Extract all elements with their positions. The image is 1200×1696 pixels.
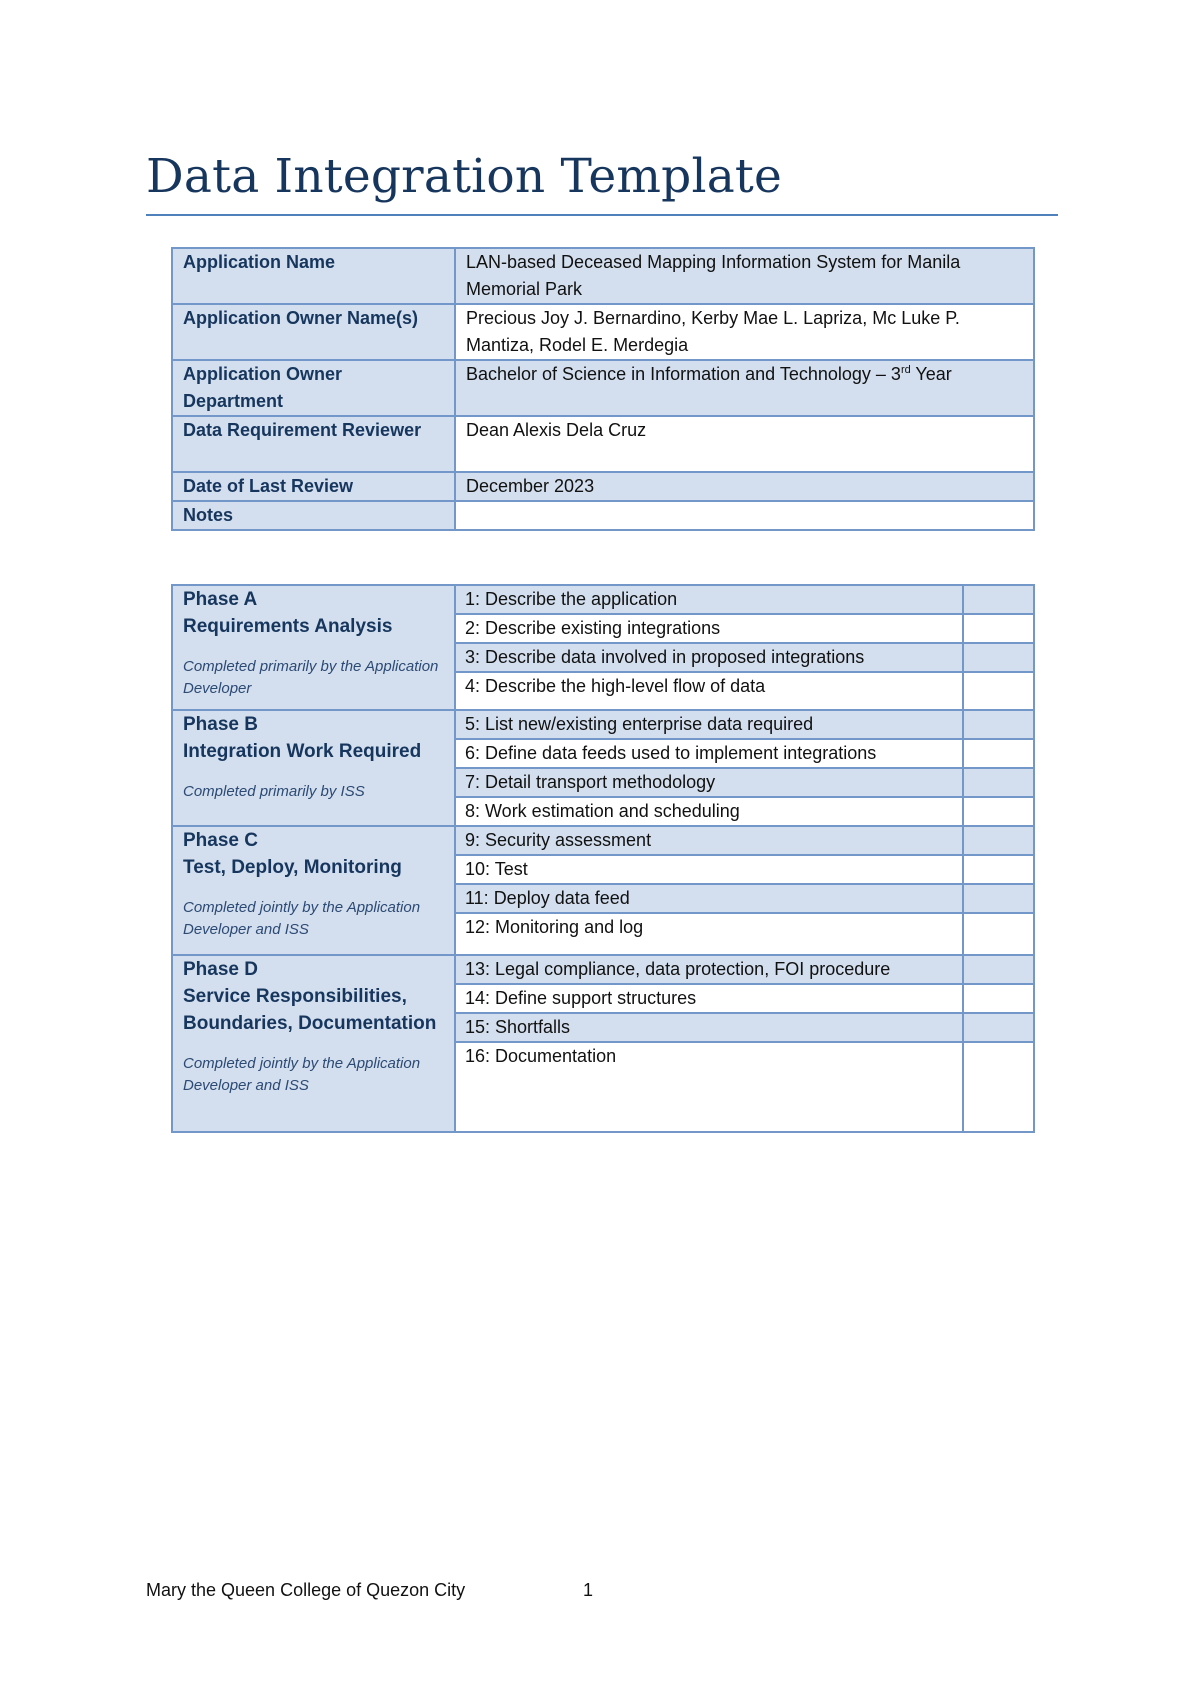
info-row-application-name [172, 248, 1034, 304]
page-title: Data Integration Template [146, 149, 783, 204]
footer-institution: Mary the Queen College of Quezon City [146, 1580, 466, 1600]
task-7: 7: Detail transport methodology [455, 768, 963, 797]
task-6-checkbox[interactable] [963, 739, 1034, 768]
task-row [172, 955, 1034, 984]
info-row-reviewer [172, 416, 1034, 472]
task-row [172, 585, 1034, 614]
notes-label: Notes [172, 501, 455, 530]
task-1-checkbox[interactable] [963, 585, 1034, 614]
phase-b-name: Integration Work Required [183, 741, 422, 762]
task-row [172, 710, 1034, 739]
task-2-checkbox[interactable] [963, 614, 1034, 643]
task-16-checkbox[interactable] [963, 1042, 1034, 1132]
task-10: 10: Test [455, 855, 963, 884]
phase-d-name: Service Responsibilities, Boundaries, Documentation [183, 986, 437, 1034]
application-name-label: Application Name [172, 248, 455, 304]
task-3: 3: Describe data involved in proposed integrations [455, 643, 963, 672]
owner-department-label: Application Owner Department [172, 360, 455, 416]
task-10-checkbox[interactable] [963, 855, 1034, 884]
info-row-notes [172, 501, 1034, 530]
phase-c-note: Completed jointly by the Application Developer and ISS [183, 899, 421, 938]
owner-department-text: Bachelor of Science in Information and Technology – 3 [466, 364, 901, 384]
task-12: 12: Monitoring and log [455, 913, 963, 955]
task-3-checkbox[interactable] [963, 643, 1034, 672]
task-6: 6: Define data feeds used to implement integrations [455, 739, 963, 768]
task-11: 11: Deploy data feed [455, 884, 963, 913]
task-14: 14: Define support structures [455, 984, 963, 1013]
task-9-checkbox[interactable] [963, 826, 1034, 855]
task-8: 8: Work estimation and scheduling [455, 797, 963, 826]
phase-d-cell [172, 955, 455, 1132]
task-13-checkbox[interactable] [963, 955, 1034, 984]
integration-phases-table [171, 584, 1035, 1133]
phase-c-name: Test, Deploy, Monitoring [183, 857, 402, 878]
task-8-checkbox[interactable] [963, 797, 1034, 826]
phase-c-cell [172, 826, 455, 955]
task-16: 16: Documentation [455, 1042, 963, 1132]
info-row-owner-department [172, 360, 1034, 416]
owner-names-value: Precious Joy J. Bernardino, Kerby Mae L. Lapriza, Mc Luke P. Mantiza, Rodel E. Merdegia [455, 304, 1034, 360]
application-name-value: LAN-based Deceased Mapping Information System for Manila Memorial Park [455, 248, 1034, 304]
phase-a-name: Requirements Analysis [183, 616, 393, 637]
task-5: 5: List new/existing enterprise data required [455, 710, 963, 739]
phase-b-cell [172, 710, 455, 826]
phase-c-label: Phase C [183, 830, 258, 851]
info-row-owner-names [172, 304, 1034, 360]
last-review-value: December 2023 [455, 472, 1034, 501]
phase-a-cell [172, 585, 455, 710]
owner-department-suffix: Year [910, 364, 952, 384]
owner-department-value [455, 360, 1034, 416]
page-number: 1 [583, 1580, 594, 1600]
task-9: 9: Security assessment [455, 826, 963, 855]
task-row [172, 826, 1034, 855]
phase-d-label: Phase D [183, 959, 258, 980]
task-12-checkbox[interactable] [963, 913, 1034, 955]
task-11-checkbox[interactable] [963, 884, 1034, 913]
phase-d-note: Completed jointly by the Application Developer and ISS [183, 1055, 421, 1094]
phase-b-label: Phase B [183, 714, 258, 735]
title-rule [146, 214, 1058, 216]
last-review-label: Date of Last Review [172, 472, 455, 501]
info-row-last-review [172, 472, 1034, 501]
task-5-checkbox[interactable] [963, 710, 1034, 739]
phase-a-note: Completed primarily by the Application Developer [183, 658, 439, 697]
task-7-checkbox[interactable] [963, 768, 1034, 797]
owner-names-label: Application Owner Name(s) [172, 304, 455, 360]
task-1: 1: Describe the application [455, 585, 963, 614]
phase-b-note: Completed primarily by ISS [183, 783, 365, 800]
reviewer-value: Dean Alexis Dela Cruz [455, 416, 1034, 472]
task-4: 4: Describe the high-level flow of data [455, 672, 963, 710]
reviewer-label: Data Requirement Reviewer [172, 416, 455, 472]
task-15: 15: Shortfalls [455, 1013, 963, 1042]
task-2: 2: Describe existing integrations [455, 614, 963, 643]
ordinal-suffix: rd [900, 364, 911, 376]
application-info-table [171, 247, 1035, 531]
task-14-checkbox[interactable] [963, 984, 1034, 1013]
task-15-checkbox[interactable] [963, 1013, 1034, 1042]
task-13: 13: Legal compliance, data protection, FOI procedure [455, 955, 963, 984]
task-4-checkbox[interactable] [963, 672, 1034, 710]
notes-value [455, 501, 1034, 530]
phase-a-label: Phase A [183, 589, 258, 610]
